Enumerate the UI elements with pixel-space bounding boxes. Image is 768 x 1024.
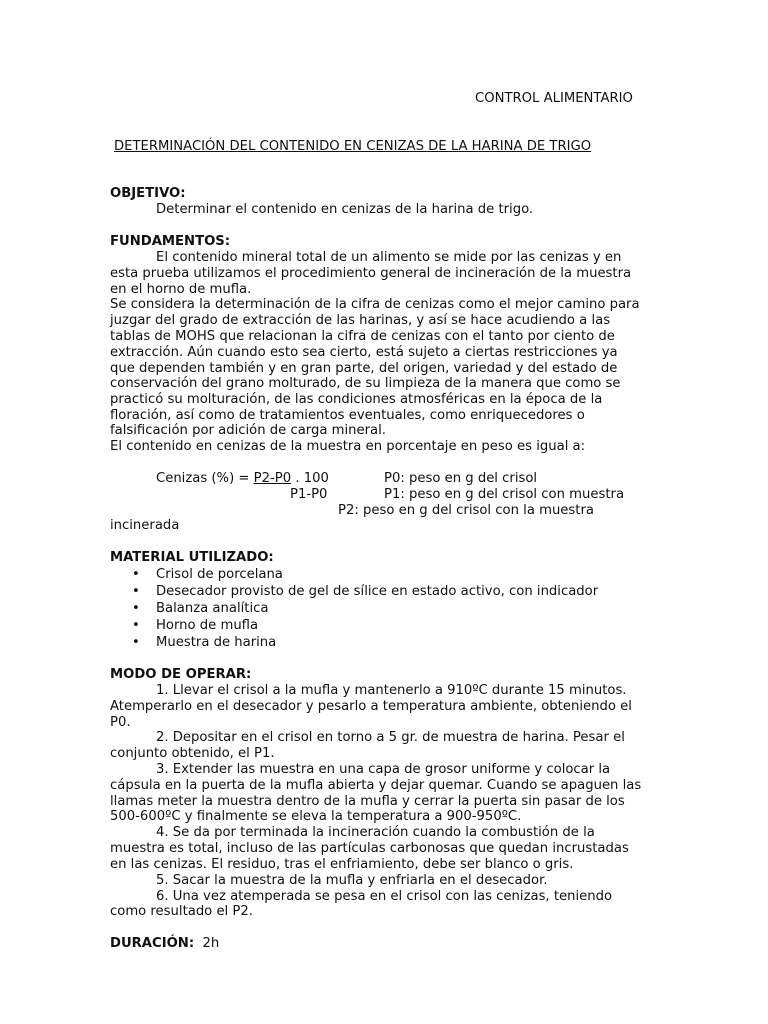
modo-line: 1. Llevar el crisol a la mufla y mantenerlo a 910ºC durante 15 minutos. [156, 683, 627, 698]
modo-line: Atemperarlo en el desecador y pesarlo a temperatura ambiente, obteniendo el [110, 699, 632, 714]
modo-line: 500-600ºC y finalmente se eleva la temperatura a 900-950ºC. [110, 809, 522, 824]
fundamentos-line: El contenido mineral total de un alimento se mide por las cenizas y en [156, 250, 622, 265]
modo-line: 3. Extender las muestra en una capa de grosor uniforme y colocar la [156, 762, 611, 777]
list-item: • Balanza analítica [132, 601, 269, 616]
objetivo-heading: OBJETIVO: [110, 186, 186, 201]
duracion-value: 2h [202, 936, 220, 951]
bullet-icon: • [132, 584, 140, 599]
list-item: • Desecador provisto de gel de sílice en estado activo, con indicador [132, 584, 599, 599]
modo-line: 4. Se da por terminada la incineración cuando la combustión de la [156, 825, 595, 840]
bullet-icon: • [132, 567, 140, 582]
fundamentos-line: que dependen también y en gran parte, del origen, variedad y del estado de [110, 361, 618, 376]
document-header: CONTROL ALIMENTARIO [475, 91, 633, 106]
formula-numerator-row [156, 471, 329, 487]
fundamentos-line: esta prueba utilizamos el procedimiento general de incineración de la muestra [110, 266, 632, 281]
list-item: • Muestra de harina [132, 635, 277, 650]
material-list [110, 566, 598, 651]
modo-line: cápsula en la puerta de la mufla abierta y dejar quemar. Cuando se apaguen las [110, 778, 642, 793]
formula-denominator: P1-P0 [290, 487, 328, 502]
bullet-icon: • [132, 601, 140, 616]
bullet-icon: • [132, 618, 140, 633]
objetivo-text: Determinar el contenido en cenizas de la harina de trigo. [156, 202, 534, 217]
modo-line: como resultado el P2. [110, 904, 253, 919]
modo-line: 6. Una vez atemperada se pesa en el crisol con las cenizas, teniendo [156, 889, 613, 904]
fundamentos-line: conservación del grano molturado, de su limpieza de la manera que como se [110, 376, 621, 391]
formula-legend-p0: P0: peso en g del crisol [384, 471, 538, 486]
fundamentos-line: tablas de MOHS que relacionan la cifra de cenizas con el tanto por ciento de [110, 329, 615, 344]
formula-numerator: P2-P0 [253, 471, 292, 486]
modo-line: 2. Depositar en el crisol en torno a 5 gr. de muestra de harina. Pesar el [156, 730, 625, 745]
formula-legend-p2: P2: peso en g del crisol con la muestra [338, 503, 594, 518]
formula-factor: . 100 [291, 471, 329, 486]
formula-legend-p1: P1: peso en g del crisol con muestra [384, 487, 625, 502]
modo-heading: MODO DE OPERAR: [110, 667, 252, 682]
modo-line: P0. [110, 715, 131, 730]
duracion-row [110, 936, 219, 952]
fundamentos-line: El contenido en cenizas de la muestra en porcentaje en peso es igual a: [110, 439, 586, 454]
modo-line: en las cenizas. El residuo, tras el enfriamiento, debe ser blanco o gris. [110, 857, 574, 872]
material-heading: MATERIAL UTILIZADO: [110, 550, 274, 565]
fundamentos-line: en el horno de mufla. [110, 282, 252, 297]
modo-line: muestra es total, incluso de las partículas carbonosas que quedan incrustadas [110, 841, 629, 856]
formula-prefix: Cenizas (%) = [156, 471, 254, 486]
formula-legend-wrap: incinerada [110, 518, 180, 533]
list-item: • Crisol de porcelana [132, 567, 283, 582]
modo-line: 5. Sacar la muestra de la mufla y enfriarla en el desecador. [156, 873, 548, 888]
fundamentos-line: floración, así como de tratamientos eventuales, como enriquecedores o [110, 408, 585, 423]
modo-line: conjunto obtenido, el P1. [110, 746, 275, 761]
bullet-icon: • [132, 635, 140, 650]
fundamentos-line: Se considera la determinación de la cifra de cenizas como el mejor camino para [110, 297, 640, 312]
fundamentos-line: juzgar del grado de extracción de las harinas, y así se hace acudiendo a las [110, 313, 611, 328]
fundamentos-line: extracción. Aún cuando esto sea cierto, está sujeto a ciertas restricciones ya [110, 345, 618, 360]
duracion-heading: DURACIÓN: [110, 936, 195, 951]
fundamentos-line: falsificación por adición de carga mineral. [110, 423, 386, 438]
list-item: • Horno de mufla [132, 618, 259, 633]
fundamentos-line: practicó su molturación, de las condiciones atmosféricas en la época de la [110, 392, 603, 407]
document-title: DETERMINACIÓN DEL CONTENIDO EN CENIZAS DE LA HARINA DE TRIGO [114, 139, 592, 154]
fundamentos-heading: FUNDAMENTOS: [110, 234, 231, 249]
modo-line: llamas meter la muestra dentro de la mufla y cerrar la puerta sin pasar de los [110, 794, 625, 809]
